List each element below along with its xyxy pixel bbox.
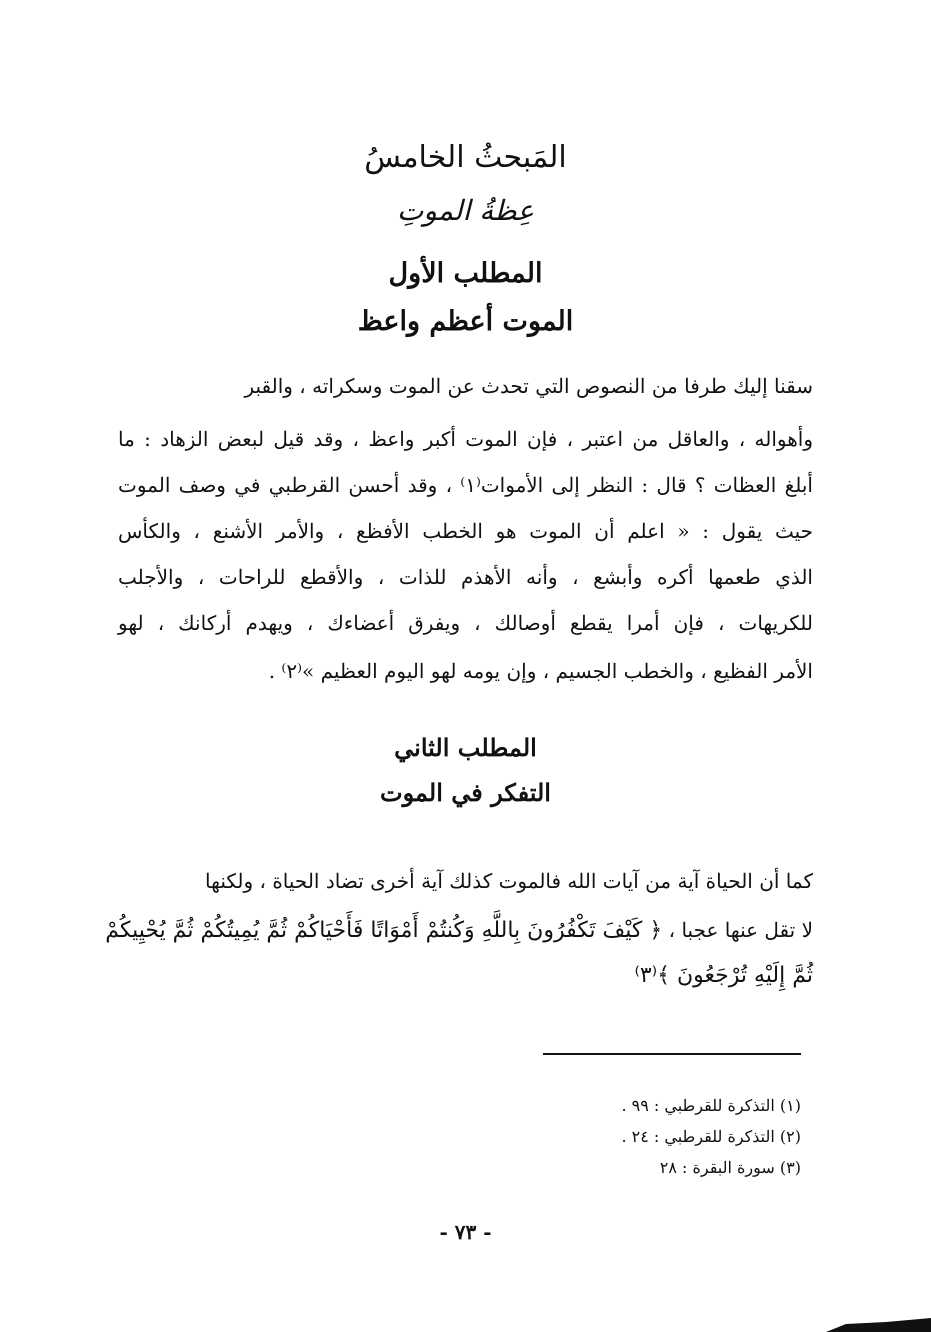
section-2-title: التفكر في الموت bbox=[380, 778, 551, 807]
paragraph-text: لا تقل عنها عجبا ، bbox=[668, 918, 813, 942]
paragraph-line: سقنا إليك طرفا من النصوص التي تحدث عن الموت وسكراته ، والقبر bbox=[244, 374, 813, 398]
footnote: (١) التذكرة للقرطبي : ٩٩ . bbox=[621, 1096, 801, 1115]
paragraph-line: وأهواله ، والعاقل من اعتبر ، فإن الموت أكبر واعظ ، وقد قيل لبعض الزهاد : ما bbox=[118, 427, 813, 451]
section-2-heading: المطلب الثاني bbox=[394, 733, 537, 762]
quran-verse: ثُمَّ إِلَيْهِ تُرْجَعُونَ ﴾⁽٣⁾ bbox=[634, 963, 813, 988]
scan-edge-mark bbox=[826, 1318, 931, 1332]
paragraph-line bbox=[118, 960, 813, 991]
section-1-title: الموت أعظم واعظ bbox=[357, 306, 574, 337]
paragraph-line: للكريهات ، فإن أمرا يقطع أوصالك ، ويفرق أعضاءك ، ويهدم أركانك ، لهو bbox=[118, 611, 813, 635]
footnote: (٣) سورة البقرة : ٢٨ bbox=[659, 1158, 801, 1177]
paragraph-line: حيث يقول : « اعلم أن الموت هو الخطب الأفظع ، والأمر الأشنع ، والكأس bbox=[118, 519, 813, 543]
paragraph-line: أبلغ العظات ؟ قال : النظر إلى الأموات⁽١⁾ ، وقد أحسن القرطبي في وصف الموت bbox=[118, 473, 813, 497]
paragraph-line: كما أن الحياة آية من آيات الله فالموت كذلك آية أخرى تضاد الحياة ، ولكنها bbox=[205, 869, 813, 893]
quran-verse: ﴿ كَيْفَ تَكْفُرُونَ بِاللَّهِ وَكُنتُمْ أَمْوَاتًا فَأَحْيَاكُمْ ثُمَّ يُمِيتُكُمْ ثُمَّ يُحْيِيكُمْ bbox=[105, 918, 663, 943]
paragraph-line bbox=[105, 915, 813, 946]
footnote: (٢) التذكرة للقرطبي : ٢٤ . bbox=[621, 1127, 801, 1146]
chapter-subtitle: عِظةُ الموتِ bbox=[397, 194, 534, 227]
section-1-heading: المطلب الأول bbox=[388, 258, 543, 289]
footnote-divider bbox=[543, 1053, 801, 1055]
paragraph-line: الأمر الفظيع ، والخطب الجسيم ، وإن يومه لهو اليوم العظيم »⁽٢⁾ . bbox=[268, 659, 813, 683]
paragraph-line: الذي طعمها أكره وأبشع ، وأنه الأهذم للذات ، والأقطع للراحات ، والأجلب bbox=[118, 565, 813, 589]
page-number: - ٧٣ - bbox=[439, 1220, 492, 1244]
chapter-title: المَبحثُ الخامسُ bbox=[364, 140, 567, 175]
